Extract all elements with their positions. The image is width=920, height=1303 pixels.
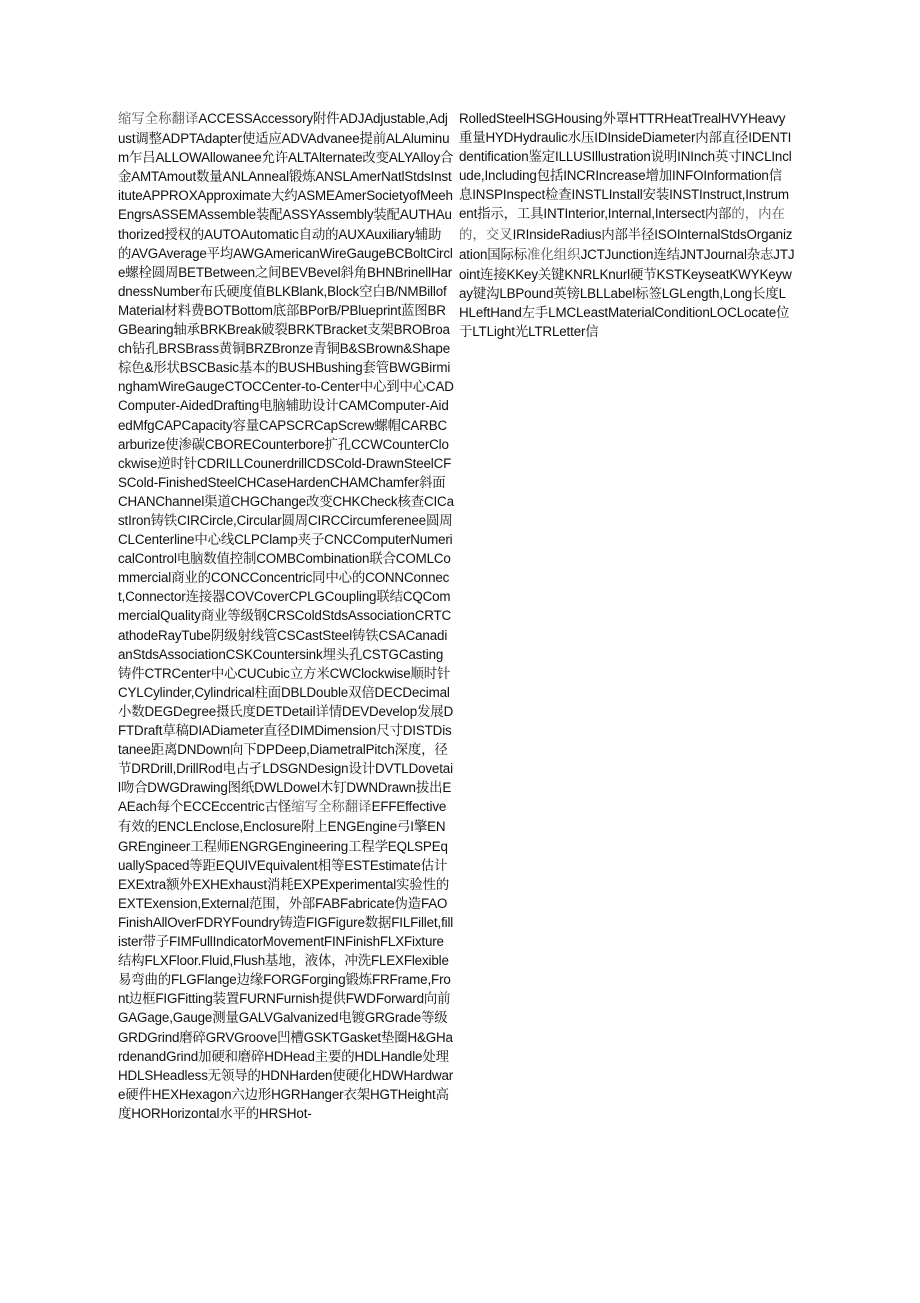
abbreviation-text-block-5: JCTJunction连结JNTJournal杂志JTJoint连接KKey关键KNRLKnurl硬节KSTKeyseatKWYKeyway键沟LBPound英镑LBLLabel标签LGLength,Long长度LHLeftHand左手LMCLeastMaterialConditionLOCLocate位于LTLight光LTRLetter信 xyxy=(459,246,795,340)
text-column-left xyxy=(118,109,454,1123)
serif-text-fragment-2: 准化组织 xyxy=(527,247,581,263)
column-heading-repeat: 缩写全称翻译 xyxy=(291,800,372,816)
abbreviation-text-block-3: RolledSteelHSGHousing外罩HTTRHeatTrealHVYHeavy重量HYDHydraulic水压IDInsideDiameter内部直径IDENTIdentification鉴定ILLUSIllustration说明INInch英寸INCLInclude,Including包括INCRIncrease增加INFOInformation信息INSPInspect检查INSTLInstall安装INSTInstruct,Instrument指示，工具INTInterior,Internal,Intersect内部 xyxy=(459,111,792,222)
text-column-right xyxy=(459,109,795,341)
serif-text-fragment: 的，内在的，交叉 xyxy=(459,207,785,243)
abbreviation-text-block-2: EFFEffective有效的ENCLEnclose,Enclosure附上ENGEngine弓I擎ENGREngineer工程师ENGRGEngineering工程学EQLSPEquallySpaced等距EQUIVEquivalent相等ESTEstimate估计EXExtra额外EXHExhaust消耗EXPExperimental实验性的EXTExension,External范围，外部FABFabricate伪造FAOFinishAllOverFDRYFoundry铸造FIGFigure数据FILFillet,fillister带子FIMFullIndicatorMovementFINFinishFLXFixture结构FLXFloor.Fluid,Flush基地，液体，冲洗FLEXFlexible易弯曲的FLGFlange边缘FORGForging锻炼FRFrame,Front边框FIGFitting装置FURNFurnish提供FWDForward向前GAGage,Gauge测量GALVGalvanized电镀GRGrade等级GRDGrind磨碎GRVGroove凹槽GSKTGasket垫圈H&GHardenandGrind加硬和磨碎HDHead主要的HDLHandle处理HDLSHeadless无领导的HDNHarden使硬化HDWHardware硬件HEXHexagon六边形HGRHanger衣架HGTHeight高度HORHorizontal水平的HRSHot- xyxy=(118,799,454,1121)
abbreviation-text-block: ACCESSAccessory附件ADJAdjustable,Adjust调整ADPTAdapter使适应ADVAdvanee提前ALAluminum乍吕ALLOWAllowanee允许ALTAlternate改变ALYAlloy合金AMTAmout数量ANLAnneal锻炼ANSLAmerNatlStdsInstituteAPPROXApproximate大约ASMEAmerSocietyofMeehEngrsASSEMAssemble装配ASSYAssembly装配AUTHAuthorized授权的AUTOAutomatic自动的AUXAuxiliary辅助的AVGAverage平均AWGAmericanWireGaugeBCBoltCircle螺栓圆周BETBetween之间BEVBevel斜角BHNBrinellHardnessNumber布氏硬度值BLKBlank,Block空白B/NMBillofMaterial材料费BOTBottom底部BPorB/PBlueprint蓝图BRGBearing轴承BRKBreak破裂BRKTBracket支架BROBroach钻孔BRSBrass黄铜BRZBronze青铜B&SBrown&Shape棕色&形状BSCBasic基本的BUSHBushing套管BWGBirminghamWireGaugeCTOCCenter-to-Center中心到中心CADComputer-AidedDrafting电脑辅助设计CAMComputer-AidedMfgCAPCapacity容量CAPSCRCapScrew螺帽CARBCarburize使渗碳CBORECounterbore扩孔CCWCounterClockwise逆时针CDRILLCounerdrillCDSCold-DrawnSteelCFSCold-FinishedSteelCHCaseHardenCHAMChamfer斜面CHANChannel渠道CHGChange改变CHKCheck核查CICastIron铸铁CIRCircle,Circular圆周CIRCCircumferenee圆周CLCenterline中心线CLPClamp夹子CNCComputerNumericalControl电脑数值控制COMBCombination联合COMLCommercial商业的CONCConcentric同中心的CONNConnect,Connector连接器COVCoverCPLGCoupling联结CQCommercialQuality商业等级钢CRSColdStdsAssociationCRTCathodeRayTube阴级射线管CSCastSteel铸铁CSACanadianStdsAssociationCSKCountersink埋头孔CSTGCasting铸件CTRCenter中心CUCubic立方米CWClockwise顺时针CYLCylinder,Cylindrical柱面DBLDouble双倍DECDecimal小数DEGDegree摄氏度DETDetail详情DEVDevelop发展DFTDraft草稿DIADiameter直径DIMDimension尺寸DISTDistanee距离DNDown向下DPDeep,DiametralPitch深度，径节DRDrill,DrillRod电占孑LDSGNDesign设计DVTLDovetail吻合DWGDrawing图纸DWLDowel木钉DWNDrawn拔出EAEach每个ECCEccentric古怪 xyxy=(118,111,454,815)
column-heading: 缩写全称翻译 xyxy=(118,112,199,127)
abbreviation-text-block-4: IRInsideRadius内部半径ISOInternalStdsOrganization国际标 xyxy=(459,226,793,262)
